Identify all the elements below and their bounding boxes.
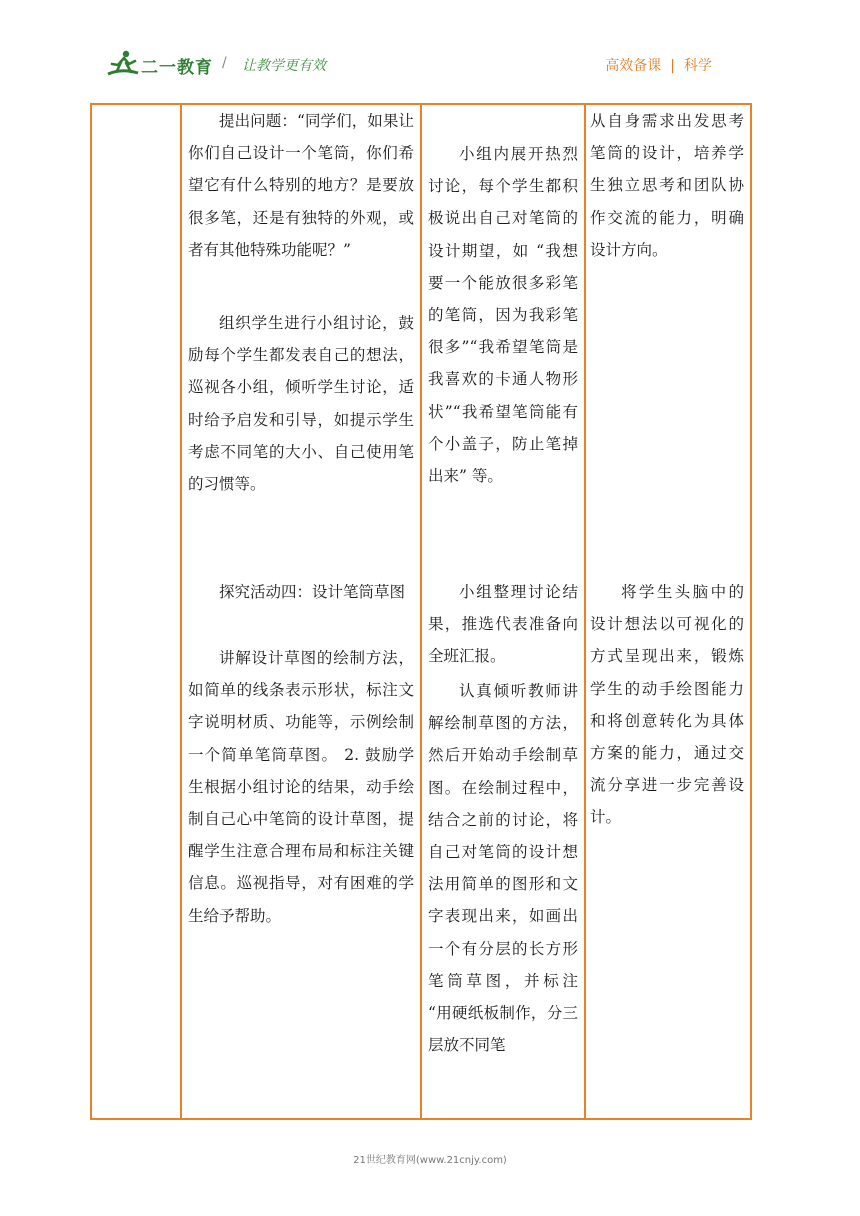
teacher-question-text: 提出问题：“同学们，如果让你们自己设计一个笔筒，你们希望它有什么特别的地方？是要放很多笔，还是有独特的外观，或者有其他特殊功能呢？” [188,112,414,259]
activity-four-heading: 探究活动四：设计笔筒草图 [219,583,406,601]
teacher-sketch-text: 讲解设计草图的绘制方法，如简单的线条表示形状，标注文字说明材质、功能等，示例绘制一个简单笔筒草图。 2. 鼓励学生根据小组讨论的结果，动手绘制自己心中笔筒的设计草图，提醒学生注意合理布局和标注关键信息。巡视指导，对有困难的学生给予帮助。 [188,649,414,925]
teacher-activity-cell [181,104,421,1119]
student-summary-text: 小组整理讨论结果，推选代表准备向全班汇报。 [428,583,578,666]
brand-slogan: 让教学更有效 [242,58,326,74]
intent-text-2: 将学生头脑中的设计想法以可视化的方式呈现出来，锻炼学生的动手绘图能力和将创意转化为具体方案的能力，通过交流分享进一步完善设计。 [590,583,744,827]
student-sketch-text: 认真倾听教师讲解绘制草图的方法，然后开始动手绘制草图。在绘制过程中，结合之前的讨论，将自己对笔筒的设计想法用简单的图形和文字表现出来，如画出一个有分层的长方形笔筒草图，并标注 “用硬纸板制作，分三层放不同笔 [428,682,578,1055]
design-intent-cell [585,104,751,1119]
brand-name: 二一教育 [141,58,213,78]
page-footer: 21世纪教育网(www.21cnjy.com) [353,1155,507,1166]
teacher-discussion-text: 组织学生进行小组讨论，鼓励每个学生都发表自己的想法，巡视各小组，倾听学生讨论，适时给予启发和引导，如提示学生考虑不同笔的大小、自己使用笔的习惯等。 [188,314,414,494]
header-slash: / [222,55,227,71]
student-discussion-text: 小组内展开热烈讨论，每个学生都积极说出自己对笔筒的设计期望，如 “我想要一个能放很多彩笔的笔筒，因为我彩笔很多”“我希望笔筒是我喜欢的卡通人物形状”“我希望笔筒能有个小盖子，防止笔掉出来” 等。 [428,145,578,486]
stage-cell [91,104,181,1119]
page-header [0,0,860,100]
header-subject: 科学 [684,58,712,74]
header-right [605,55,712,75]
header-label: 高效备课 [605,58,662,74]
header-separator: | [670,58,675,74]
table-row [91,104,751,1119]
student-activity-cell [421,104,585,1119]
intent-text-1: 从自身需求出发思考笔筒的设计，培养学生独立思考和团队协作交流的能力，明确设计方向。 [590,112,744,259]
lesson-table [90,103,752,1120]
